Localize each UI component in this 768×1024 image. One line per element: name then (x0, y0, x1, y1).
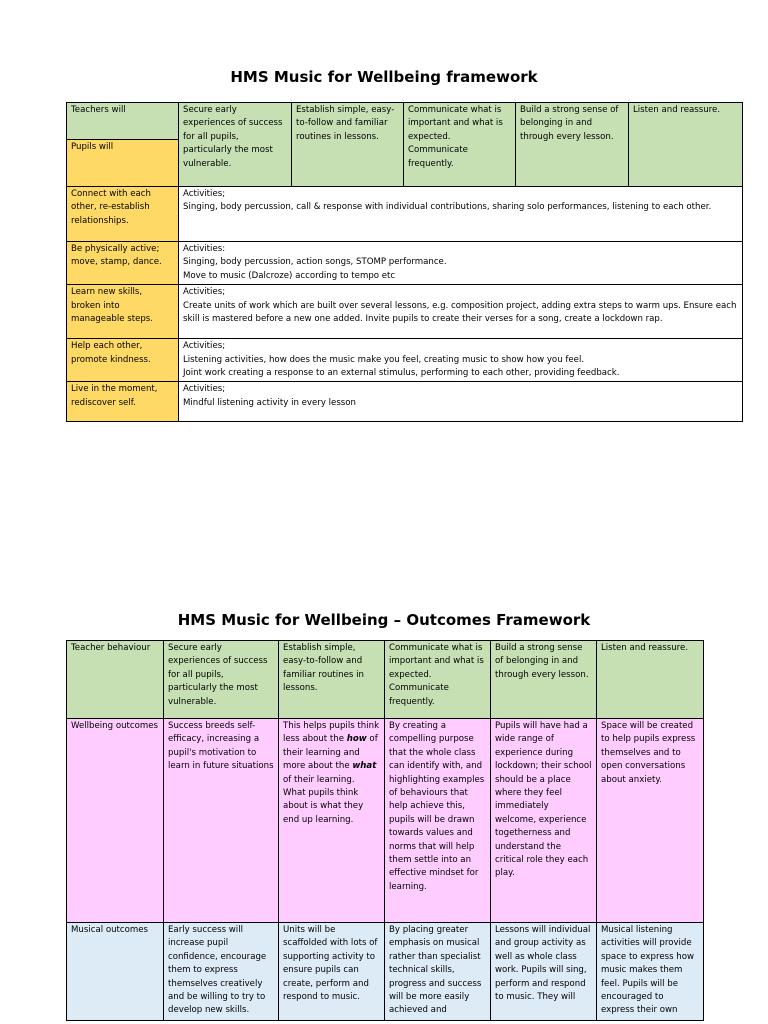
teacher-action-cell: Build a strong sense of belonging in and through every lesson. (516, 103, 629, 187)
activities-cell (179, 187, 743, 242)
teacher-action-cell: Establish simple, easy-to-follow and familiar routines in lessons. (292, 103, 404, 187)
teacher-action-cell: Listen and reassure. (629, 103, 743, 187)
teacher-action-cell: Communicate what is important and what is expected. Communicate frequently. (404, 103, 516, 187)
outcome-text: What pupils think about is what they end up learning. (283, 788, 364, 825)
wellbeing-framework-table (66, 102, 743, 422)
activities-text: Create units of work which are built over several lessons, e.g. composition project, adding extra steps to warm ups. Ensure each skill is mastered before a new one added. Invite pupils to create their verses for a song, create a lockdown rap. (183, 300, 737, 325)
wellbeing-outcomes-row (67, 719, 704, 923)
activities-heading: Activities: (183, 244, 226, 254)
outcome-cell: Musical listening activities will provide space to express how music makes them feel. Pupils will be encouraged to express their own (597, 923, 704, 1021)
musical-outcomes-row (67, 923, 704, 1021)
activities-text: Joint work creating a response to an external stimulus, performing to each other, providing feedback. (183, 368, 620, 379)
outcomes-framework-table (66, 640, 704, 1021)
behaviour-cell: Listen and reassure. (597, 641, 704, 719)
emphasis-how: how (346, 734, 367, 745)
outcome-cell: By placing greater emphasis on musical rather than specialist technical skills, progress and success will be more easily achieved and (385, 923, 491, 1021)
activities-text: Singing, body percussion, call & response with individual contributions, sharing solo performances, listening to each other. (183, 202, 712, 213)
activities-cell (179, 242, 743, 285)
row-label: Musical outcomes (67, 923, 164, 1021)
activities-text: Listening activities, how does the music make you feel, creating music to show how you feel. (183, 354, 585, 365)
activities-cell (179, 285, 743, 339)
row-label: Wellbeing outcomes (67, 719, 164, 923)
teachers-will-label: Teachers will (67, 103, 178, 140)
outcome-text: of their learning. (283, 774, 355, 785)
pupil-goal-row (67, 339, 743, 382)
behaviour-cell: Build a strong sense of belonging in and through every lesson. (491, 641, 597, 719)
activities-text: Mindful listening activity in every lesson (183, 397, 356, 408)
behaviour-cell: Communicate what is important and what is expected. Communicate frequently. (385, 641, 491, 719)
activities-cell (179, 339, 743, 382)
activities-heading: Activities; (183, 287, 226, 298)
role-label-cell (67, 103, 179, 187)
teacher-behaviour-row (67, 641, 704, 719)
activities-text: Move to music (Dalcroze) according to tempo etc (183, 270, 396, 281)
outcome-cell: By creating a compelling purpose that the whole class can identify with, and highlighting examples of behaviours that help achieve this, pupils will be drawn towards values and norms that will help them settle into an effective mindset for learning. (385, 719, 491, 923)
framework-title: HMS Music for Wellbeing framework (230, 68, 538, 86)
activities-cell (179, 382, 743, 422)
behaviour-cell: Establish simple, easy-to-follow and familiar routines in lessons. (279, 641, 385, 719)
pupil-goal-row (67, 285, 743, 339)
pupil-goal-row (67, 187, 743, 242)
pupil-goal-label: Connect with each other, re-establish relationships. (67, 187, 179, 242)
outcome-text: of their learning and more about the (283, 734, 378, 772)
outcome-cell (279, 719, 385, 923)
outcome-cell: Lessons will individual and group activity as well as whole class work. Pupils will sing, perform and respond to music. They will (491, 923, 597, 1021)
pupils-will-label: Pupils will (67, 140, 178, 186)
teacher-action-cell: Secure early experiences of success for all pupils, particularly the most vulnerable. (179, 103, 292, 187)
activities-heading: Activities; (183, 384, 226, 395)
activities-text: Singing, body percussion, action songs, STOMP performance. (183, 257, 447, 268)
emphasis-what: what (352, 761, 377, 772)
row-label: Teacher behaviour (67, 641, 164, 719)
outcome-cell: Pupils will have had a wide range of experience during lockdown; their school should be a place where they feel immediately welcome, experience togetherness and understand the critical role they each play. (491, 719, 597, 923)
outcomes-title: HMS Music for Wellbeing – Outcomes Framework (177, 611, 591, 629)
pupil-goal-row (67, 242, 743, 285)
activities-heading: Activities; (183, 341, 226, 352)
pupil-goal-label: Learn new skills, broken into manageable steps. (67, 285, 179, 339)
teachers-row (67, 103, 743, 187)
pupil-goal-row (67, 382, 743, 422)
outcome-cell: Units will be scaffolded with lots of supporting activity to ensure pupils can create, perform and respond to music. (279, 923, 385, 1021)
activities-heading: Activities; (183, 189, 226, 199)
behaviour-cell: Secure early experiences of success for all pupils, particularly the most vulnerable. (164, 641, 279, 719)
outcome-cell: Early success will increase pupil confidence, encourage them to express themselves creatively and be willing to try to develop new skills. (164, 923, 279, 1021)
outcome-text: This helps pupils think less about the (283, 721, 380, 745)
outcome-cell: Space will be created to help pupils express themselves and to open conversations about anxiety. (597, 719, 704, 923)
pupil-goal-label: Help each other, promote kindness. (67, 339, 179, 382)
outcome-cell: Success breeds self-efficacy, increasing a pupil's motivation to learn in future situations (164, 719, 279, 923)
pupil-goal-label: Be physically active; move, stamp, dance. (67, 242, 179, 285)
pupil-goal-label: Live in the moment, rediscover self. (67, 382, 179, 422)
